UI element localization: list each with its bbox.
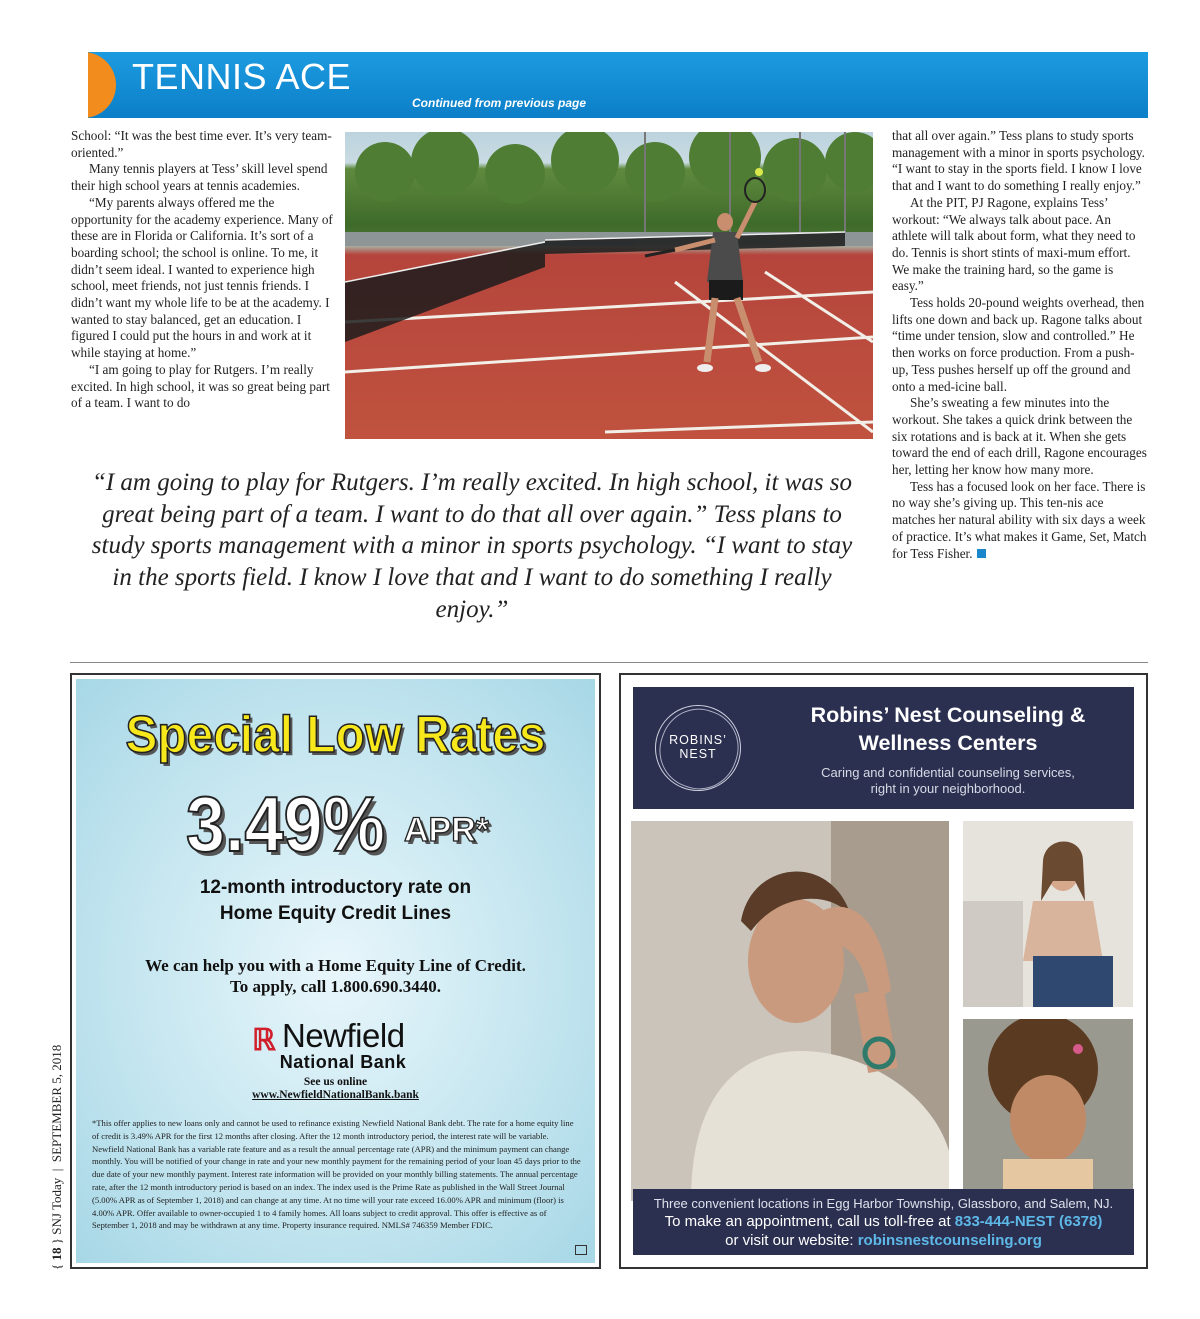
nest-website-text: or visit our website: (725, 1232, 854, 1249)
nest-footer-panel (633, 1189, 1134, 1255)
bank-online-block (76, 1076, 595, 1102)
section-divider (70, 662, 1148, 663)
section-title: TENNIS ACE (132, 56, 352, 97)
crying-child-photo (963, 1019, 1133, 1201)
bank-help-line: We can help you with a Home Equity Line of Credit. (145, 956, 526, 975)
bank-advertisement[interactable] (70, 673, 601, 1269)
article-paragraph-text: Tess has a focused look on her face. There is no way she’s giving up. This ten-nis ace matches her natural ability with six days a week of practice. It’s what makes it Game, Set, Match for Tess Fisher. (892, 478, 1147, 561)
nest-logo-line: NEST (679, 747, 717, 761)
bank-website-link[interactable]: www.NewfieldNationalBank.bank (252, 1089, 419, 1101)
nest-tagline-line: Caring and confidential counseling services, (821, 765, 1075, 780)
bank-rate: 3.49% (186, 780, 386, 868)
counselor-woman-photo (963, 821, 1133, 1007)
continued-note: Continued from previous page (412, 96, 587, 110)
nest-title-line: Robins’ Nest Counseling & (810, 703, 1086, 727)
publication-name: SNJ Today (49, 1177, 64, 1235)
tennis-player-photo (345, 132, 873, 439)
nest-logo-line: ROBINS’ (669, 733, 727, 747)
counseling-advertisement[interactable] (619, 673, 1148, 1269)
nest-header-panel (633, 687, 1134, 809)
bank-intro-text (76, 875, 595, 927)
newfield-bank-logo (248, 1015, 438, 1075)
bank-intro-line: 12-month introductory rate on (199, 877, 472, 898)
bank-intro-line: Home Equity Credit Lines (219, 903, 452, 924)
bank-headline: Special Low Rates (125, 706, 546, 764)
bank-help-text (76, 955, 595, 997)
bank-logo-sub: National Bank (279, 1052, 407, 1072)
nest-appointment-text: To make an appointment, call us toll-free at (664, 1213, 951, 1230)
bank-fine-print: *This offer applies to new loans only and cannot be used to refinance existing Newfield National Bank debt. The rate for a home equity line of credit is 3.49% APR for the first 12 months after closing. After the 12 month introductory period, the interest rate will be variable. Newfield National Bank has a variable rate feature and as a result the annual percentage rate (APR) and the minimum payment can change monthly. You will be notified of your change in rate and your new monthly payment for the remaining period of your loan 45 days prior to the due date of your new monthly payment. Interest rate information will be provided on your monthly billing statements. The annual percentage rate, after the 12 month introductory period is based on an index. The index used is the Prime Rate as published in the Wall Street Journal (5.00% APR as of September 1, 2018) and can change at any time. At no time will your rate exceed 16.00% APR and minimum (floor) is 4.00% APR. Offer available to owner-occupied 1 to 4 family homes. All loans subject to credit approval. This offer is effective as of September 1, 2018 and may be withdrawn at any time. Property insurance required. NMLS# 746359 Member FDIC. (92, 1118, 581, 1231)
article-paragraph: School: “It was the best time ever. It’s very team-oriented.” (71, 128, 332, 160)
nest-tagline-line: right in your neighborhood. (870, 781, 1026, 796)
nest-title (783, 701, 1113, 757)
nest-appointment-line (633, 1212, 1134, 1231)
banner-notch (70, 52, 88, 118)
pull-quote: “I am going to play for Rutgers. I’m really excited. In high school, it was so great being part of a team. I want to do that all over again.” Tess plans to study sports management with a minor in sports psychology. “I want to stay in the sports field. I know I love that and I want to do something I really enjoy.” (91, 469, 853, 623)
article-column-left (71, 128, 333, 412)
page-number: 18 (49, 1247, 64, 1261)
article-paragraph: Many tennis players at Tess’ skill level spend their high school years at tennis academies. (71, 161, 328, 194)
article-column-right (892, 128, 1148, 562)
nest-title-line: Wellness Centers (858, 731, 1038, 755)
nest-locations: Three convenient locations in Egg Harbor Township, Glassboro, and Salem, NJ. (653, 1196, 1114, 1211)
bank-logo-mark-icon: ℝ (252, 1024, 276, 1057)
bank-logo-name: Newfield (282, 1017, 405, 1054)
issue-date: SEPTEMBER 5, 2018 (49, 1044, 64, 1163)
nest-tagline (783, 765, 1113, 797)
nest-logo-text (655, 733, 741, 761)
article-paragraph: that all over again.” Tess plans to study sports management with a minor in sports psychology. “I want to stay in the sports field. I know I love that and I want to do something I really enjoy.” (892, 128, 1145, 194)
equal-housing-icon (575, 1245, 587, 1255)
article-paragraph: She’s sweating a few minutes into the workout. She takes a quick drink between the six rotations and is back at it. When she gets toward the end of each drill, Ragone encourages her, letting her know how many more. (892, 395, 1147, 478)
bank-see-online: See us online (303, 1076, 368, 1088)
bank-apr-label: APR* (404, 811, 490, 849)
page-folio: { 18 } SNJ Today | SEPTEMBER 5, 2018 (49, 1044, 64, 1270)
nest-website-line (633, 1231, 1134, 1250)
article-paragraph: Tess holds 20-pound weights overhead, then lifts one down and back up. Ragone talks about “time under tension, slow and controlled.” He then works on force production. From a push-up, Tess pushes herself up off the ground and onto a med-icine ball. (892, 295, 1145, 394)
bank-ad-background (76, 679, 595, 1263)
end-of-story-mark (977, 549, 986, 558)
article-paragraph: “I am going to play for Rutgers. I’m really excited. In high school, it was so great being part of a team. I want to do (71, 361, 330, 411)
article-paragraph: “My parents always offered me the opportunity for the academy experience. Many of these are in Florida or California. It’s sort of a boarding school; the school is online. To me, it didn’t seem ideal. I wanted to experience high school, meet friends, not just tennis friends. I didn’t want my whole life to be at the academy. I wanted to stay balanced, get an education. I figured I could put the hours in and work at it while staying at home.” (71, 194, 333, 361)
article-paragraph-final (892, 479, 1148, 563)
distressed-man-photo (631, 821, 949, 1201)
nest-website-link[interactable]: robinsnestcounseling.org (857, 1232, 1042, 1249)
article-paragraph: At the PIT, PJ Ragone, explains Tess’ workout: “We always talk about pace. An athlete will talk about form, what they need to do. Tennis is short stints of maxi-mum effort. We make the training hard, so the game is easy.” (892, 194, 1136, 294)
bank-phone-line[interactable]: To apply, call 1.800.690.3440. (230, 977, 441, 996)
nest-footer-text (633, 1195, 1134, 1250)
nest-phone-link[interactable]: 833-444-NEST (6378) (954, 1213, 1103, 1230)
